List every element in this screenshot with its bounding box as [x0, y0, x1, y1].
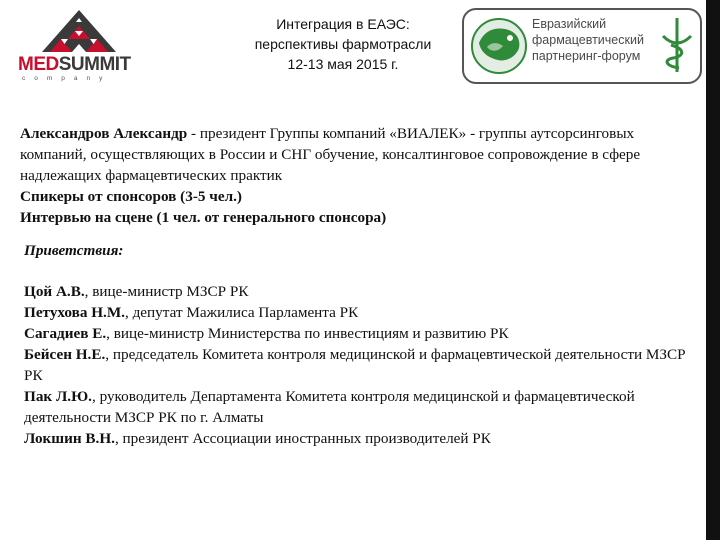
forum-logo: [462, 8, 702, 84]
logo-word-red: MED: [18, 54, 59, 75]
forum-line-1: Евразийский: [532, 17, 607, 31]
speaker-role: , депутат Мажилиса Парламента РК: [124, 304, 359, 321]
medsummit-logo: [18, 8, 140, 82]
speaker-role: , вице-министр МЗСР РК: [84, 283, 249, 300]
forum-name: [532, 16, 660, 64]
agenda-sponsor-speakers: Спикеры от спонсоров (3-5 чел.): [20, 188, 242, 205]
speaker-name: Пак Л.Ю.: [24, 388, 92, 405]
event-line-2: перспективы фармотрасли: [254, 36, 432, 52]
event-title: [228, 14, 458, 74]
agenda-stage-interview: Интервью на сцене (1 чел. от генерального спонсора): [20, 209, 387, 226]
right-edge-bar: [706, 0, 720, 540]
eurasia-map-emblem-icon: [470, 16, 528, 76]
speaker-name: Локшин В.Н.: [24, 430, 115, 447]
logo-wordmark: [18, 55, 131, 75]
speaker-item: [24, 428, 704, 449]
logo-tagline: company: [22, 75, 112, 82]
greetings-title: Приветствия:: [24, 242, 124, 259]
speaker-role: , вице-министр Министерства по инвестициям и развитию РК: [106, 325, 509, 342]
speaker-item: [24, 386, 704, 428]
speaker-name: Петухова Н.М.: [24, 304, 125, 321]
event-line-1: Интеграция в ЕАЭС:: [276, 16, 410, 32]
forum-line-3: партнеринг-форум: [532, 49, 641, 63]
slide-content: [20, 123, 704, 449]
event-line-3: 12-13 мая 2015 г.: [287, 56, 399, 72]
speaker-name: Сагадиев Е.: [24, 325, 107, 342]
speaker-role: , председатель Комитета контроля медицинской и фармацевтической деятельности МЗСР РК: [24, 346, 686, 384]
triangle-logo-icon: [40, 8, 118, 54]
bowl-of-hygieia-icon: [658, 16, 696, 76]
intro-name: Александров Александр: [20, 125, 188, 142]
speaker-item: [24, 323, 704, 344]
speaker-role: , президент Ассоциации иностранных производителей РК: [114, 430, 491, 447]
intro-paragraph: [20, 123, 704, 186]
speaker-role: , руководитель Департамента Комитета контроля медицинской и фармацевтической деятельности МЗСР РК по г. Алматы: [24, 388, 635, 426]
speaker-item: [24, 281, 704, 302]
forum-line-2: фармацевтический: [532, 33, 644, 47]
speaker-item: [24, 344, 704, 386]
speaker-name: Бейсен Н.Е.: [24, 346, 106, 363]
speaker-name: Цой А.В.: [24, 283, 85, 300]
intro-text: - президент Группы компаний «ВИАЛЕК» - группы аутсорсинговых компаний, осуществляющих в России и СНГ обучение, консалтинговое сопровождение в сфере надлежащих фармацевтических практик: [20, 125, 641, 184]
logo-word-dark: SUMMIT: [58, 54, 131, 75]
speaker-list: [20, 281, 704, 449]
speaker-item: [24, 302, 704, 323]
